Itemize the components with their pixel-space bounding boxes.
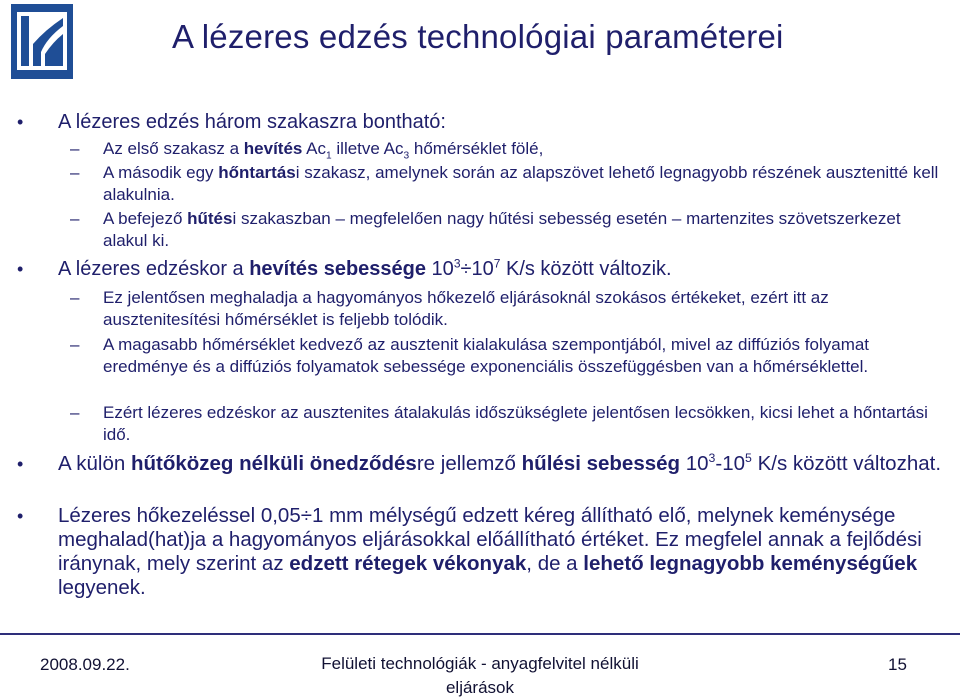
dash-icon: – (70, 209, 80, 228)
dash-icon: – (70, 335, 80, 354)
dash-icon: – (70, 163, 80, 182)
sub-text: A második egy hőntartási szakasz, amelynek során az alapszövet lehető legnagyobb részének ausztenitté kell alakulnia. (103, 163, 939, 204)
university-logo (11, 4, 73, 79)
bullet-icon: • (17, 112, 24, 132)
bullet-text: A lézeres edzés három szakaszra bontható: (58, 111, 446, 133)
bullet-text: A lézeres edzéskor a hevítés sebessége $10^3\div 10^7$ K/s között változik. (58, 256, 672, 280)
dash-icon: – (70, 403, 80, 422)
sub-text: Ezért lézeres edzéskor az ausztenites átalakulás időszükséglete jelentősen lecsökken, kicsi lehet a hőntartási idő. (103, 403, 928, 444)
sub-text: Ez jelentősen meghaladja a hagyományos hőkezelő eljárásoknál szokásos értékeket, ezért itt az ausztenitesítési hőmérséklet is feljebb tolódik. (103, 288, 829, 329)
bullet-text: A külön hűtőközeg nélküli önedződésre jellemző hűlési sebesség $10^3-10^5$ K/s között változhat. (58, 451, 942, 475)
bullet-icon: • (17, 506, 24, 526)
sub-text: Az első szakasz a hevítés $Ac_1$ illetve $Ac_3$ hőmérséklet fölé, (103, 139, 544, 162)
footer-date: 2008.09.22. (40, 655, 130, 674)
bullet-icon: • (17, 259, 24, 279)
bullet-icon: • (17, 454, 24, 474)
bullet-text: Lézeres hőkezeléssel 0,05÷1 mm mélységű edzett kéreg állítható elő, melynek keménysége meghalad(hat)ja a hagyományos eljárásokkal előállítható értéket. Ez megfelel annak a fejlődési iránynak, mely szerint az edzett rétegek vékonyak, de a lehető legnagyobb keménységűek legyenek. (58, 504, 922, 599)
sub-text: A befejező hűtési szakaszban – megfelelően nagy hűtési sebesség esetén – martenzites szövetszerkezet alakul ki. (103, 209, 901, 250)
dash-icon: – (70, 288, 80, 307)
sub-text: A magasabb hőmérséklet kedvező az ausztenit kialakulása szempontjából, mivel az diffúziós folyamat eredménye és a diffúziós folyamatok sebessége exponenciális összefüggésben van a hőmérséklettel. (103, 335, 870, 376)
footer-title: Felületi technológiák - anyagfelvitel nélküli eljárások (321, 654, 639, 697)
footer-divider (0, 633, 960, 635)
slide-title: A lézeres edzés technológiai paraméterei (172, 18, 784, 55)
page-number: 15 (888, 655, 907, 674)
dash-icon: – (70, 139, 80, 158)
